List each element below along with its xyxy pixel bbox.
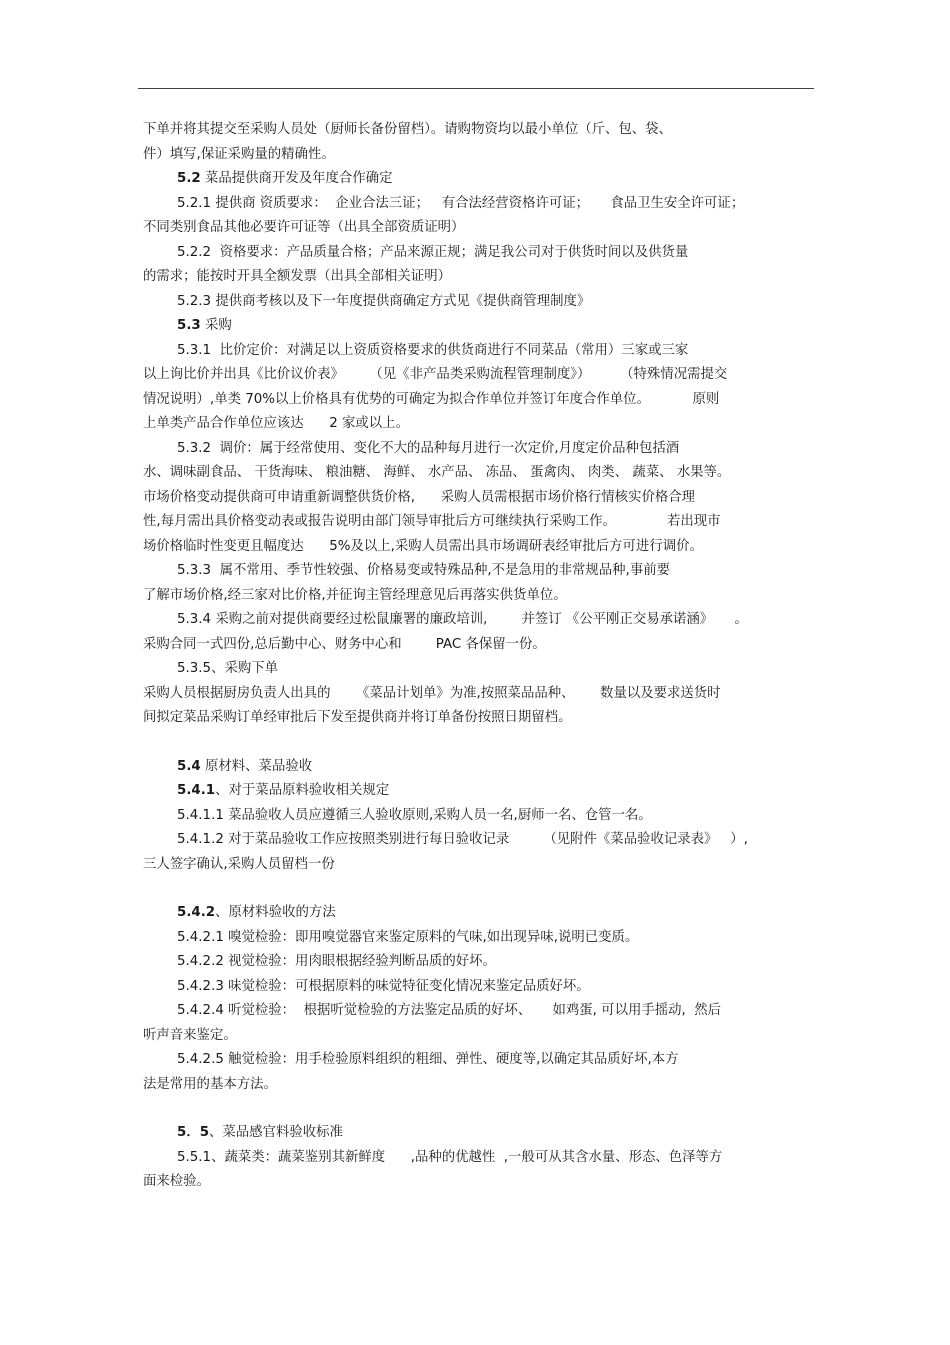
paragraph-line: 市场价格变动提供商可申请重新调整供货价格, 采购人员需根据市场价格行情核实价格合理 — [143, 489, 696, 505]
paragraph — [143, 559, 803, 608]
paragraph-spacer — [143, 877, 803, 901]
section-title: 采购 — [200, 318, 232, 333]
paragraph-line: 5.3.2 调价：属于经常使用、变化不大的品种每月进行一次定价,月度定价品种包括酒 — [177, 440, 680, 456]
paragraph-line: 间拟定菜品采购订单经审批后下发至提供商并将订单备份按照日期留档。 — [143, 710, 572, 725]
paragraph-line: 采购人员根据厨房负责人出具的 《菜品计划单》为准,按照菜品品种、 数量以及要求送货时 — [143, 685, 721, 701]
paragraph — [143, 608, 803, 657]
header-rule — [138, 88, 814, 89]
paragraph-line: 5.2.3 提供商考核以及下一年度提供商确定方式见《提供商管理制度》 — [177, 293, 591, 309]
paragraph-line: 不同类别食品其他必要许可证等（出具全部资质证明） — [143, 220, 465, 235]
section-number: 5.4 — [177, 758, 201, 774]
paragraph-line: 法是常用的基本方法。 — [143, 1076, 277, 1092]
paragraph-line: 下单并将其提交至采购人员处（厨师长备份留档）。请购物资均以最小单位（斤、包、袋、 — [143, 122, 672, 137]
paragraph — [143, 1048, 803, 1097]
paragraph-line: 的需求；能按时开具全额发票（出具全部相关证明） — [143, 269, 451, 284]
paragraph-line: 5.4.2.4 听觉检验： 根据听觉检验的方法鉴定品质的好坏、 如鸡蛋, 可以用手摇动, 然后 — [177, 1003, 722, 1018]
paragraph-line: 件）填写,保证采购量的精确性。 — [143, 146, 335, 162]
paragraph — [143, 290, 803, 315]
paragraph — [143, 828, 803, 877]
paragraph-line: 性,每月需出具价格变动表或报告说明由部门领导审批后方可继续执行采购工作。 若出现市 — [143, 514, 721, 529]
section-number: 5．5 — [177, 1125, 210, 1140]
section-number: 5.2 — [177, 171, 201, 186]
section-heading — [143, 314, 803, 339]
paragraph-line: 5.3.3 属不常用、季节性较强、价格易变或特殊品种,不是急用的非常规品种,事前要 — [177, 563, 670, 578]
paragraph-line: 面来检验。 — [143, 1174, 210, 1189]
section-heading — [143, 901, 803, 926]
section-heading — [143, 779, 803, 804]
paragraph-line: 5.3.5、采购下单 — [177, 661, 279, 676]
paragraph-line: 采购合同一式四份,总后勤中心、财务中心和 PAC 各保留一份。 — [143, 636, 546, 652]
paragraph — [143, 657, 803, 682]
paragraph-line: 5.3.1 比价定价：对满足以上资质资格要求的供货商进行不同菜品（常用）三家或三家 — [177, 342, 689, 358]
paragraph-line: 上单类产品合作单位应该达 2 家或以上。 — [143, 416, 409, 431]
paragraph-line: 5.3.4 采购之前对提供商要经过松鼠廉署的廉政培训, 并签订 《公平刚正交易承诺涵》 。 — [177, 612, 748, 627]
section-heading — [143, 1121, 803, 1146]
paragraph — [143, 1146, 803, 1195]
paragraph-spacer — [143, 1097, 803, 1121]
paragraph-line: 听声音来鉴定。 — [143, 1027, 237, 1043]
paragraph-line: 5.4.2.2 视觉检验：用肉眼根据经验判断品质的好坏。 — [177, 954, 496, 969]
paragraph-line: 情况说明）,单类 70%以上价格具有优势的可确定为拟合作单位并签订年度合作单位。 原则 — [143, 391, 720, 407]
paragraph-line: 场价格临时性变更且幅度达 5%及以上,采购人员需出具市场调研表经审批后方可进行调价。 — [143, 538, 703, 554]
paragraph-line: 水、调味副食品、 干货海味、 粮油糖、 海鲜、 水产品、 冻品、 蛋禽肉、 肉类、 蔬菜、 水果等。 — [143, 465, 731, 480]
paragraph — [143, 804, 803, 829]
section-title: 原材料、菜品验收 — [200, 758, 313, 774]
paragraph — [143, 950, 803, 975]
section-title: 、菜品感官料验收标准 — [209, 1125, 343, 1140]
paragraph — [143, 192, 803, 241]
document-body — [143, 118, 803, 1195]
section-heading — [143, 167, 803, 192]
paragraph-line: 5.4.1.2 对于菜品验收工作应按照类别进行每日验收记录 （见附件《菜品验收记录表》 ）, — [177, 832, 748, 847]
paragraph-line: 了解市场价格,经三家对比价格,并征询主管经理意见后再落实供货单位。 — [143, 587, 567, 603]
paragraph — [143, 339, 803, 437]
section-number: 5.3 — [177, 318, 201, 333]
paragraph — [143, 926, 803, 951]
section-title: 、原材料验收的方法 — [215, 905, 336, 920]
paragraph-line: 三人签字确认,采购人员留档一份 — [143, 856, 335, 872]
paragraph-spacer — [143, 731, 803, 755]
paragraph — [143, 437, 803, 560]
section-title: 、对于菜品原料验收相关规定 — [215, 783, 390, 798]
section-number: 5.4.2 — [177, 905, 216, 920]
paragraph — [143, 999, 803, 1048]
paragraph-line: 5.4.2.5 触觉检验：用手检验原料组织的粗细、弹性、硬度等,以确定其品质好坏,本方 — [177, 1052, 679, 1067]
paragraph — [143, 118, 803, 167]
paragraph-line: 5.5.1、蔬菜类：蔬菜鉴别其新鲜度 ,品种的优越性 ,一般可从其含水量、形态、色泽等方 — [177, 1149, 723, 1165]
paragraph — [143, 682, 803, 731]
paragraph-line: 5.4.2.3 味觉检验：可根据原料的味觉特征变化情况来鉴定品质好坏。 — [177, 978, 590, 994]
paragraph-line: 5.4.1.1 菜品验收人员应遵循三人验收原则,采购人员一名,厨师一名、仓管一名。 — [177, 807, 652, 823]
section-title: 菜品提供商开发及年度合作确定 — [200, 171, 393, 186]
section-heading — [143, 755, 803, 780]
paragraph-line: 5.2.1 提供商 资质要求： 企业合法三证； 有合法经营资格许可证； 食品卫生安全许可证； — [177, 195, 745, 211]
paragraph-line: 5.4.2.1 嗅觉检验：即用嗅觉器官来鉴定原料的气味,如出现异味,说明已变质。 — [177, 929, 639, 945]
paragraph-line: 5.2.2 资格要求：产品质量合格；产品来源正规；满足我公司对于供货时间以及供货量 — [177, 244, 689, 260]
paragraph — [143, 241, 803, 290]
section-number: 5.4.1 — [177, 783, 216, 798]
paragraph — [143, 975, 803, 1000]
paragraph-line: 以上询比价并出具《比价议价表》 （见《非产品类采购流程管理制度》） （特殊情况需提交 — [143, 367, 728, 382]
